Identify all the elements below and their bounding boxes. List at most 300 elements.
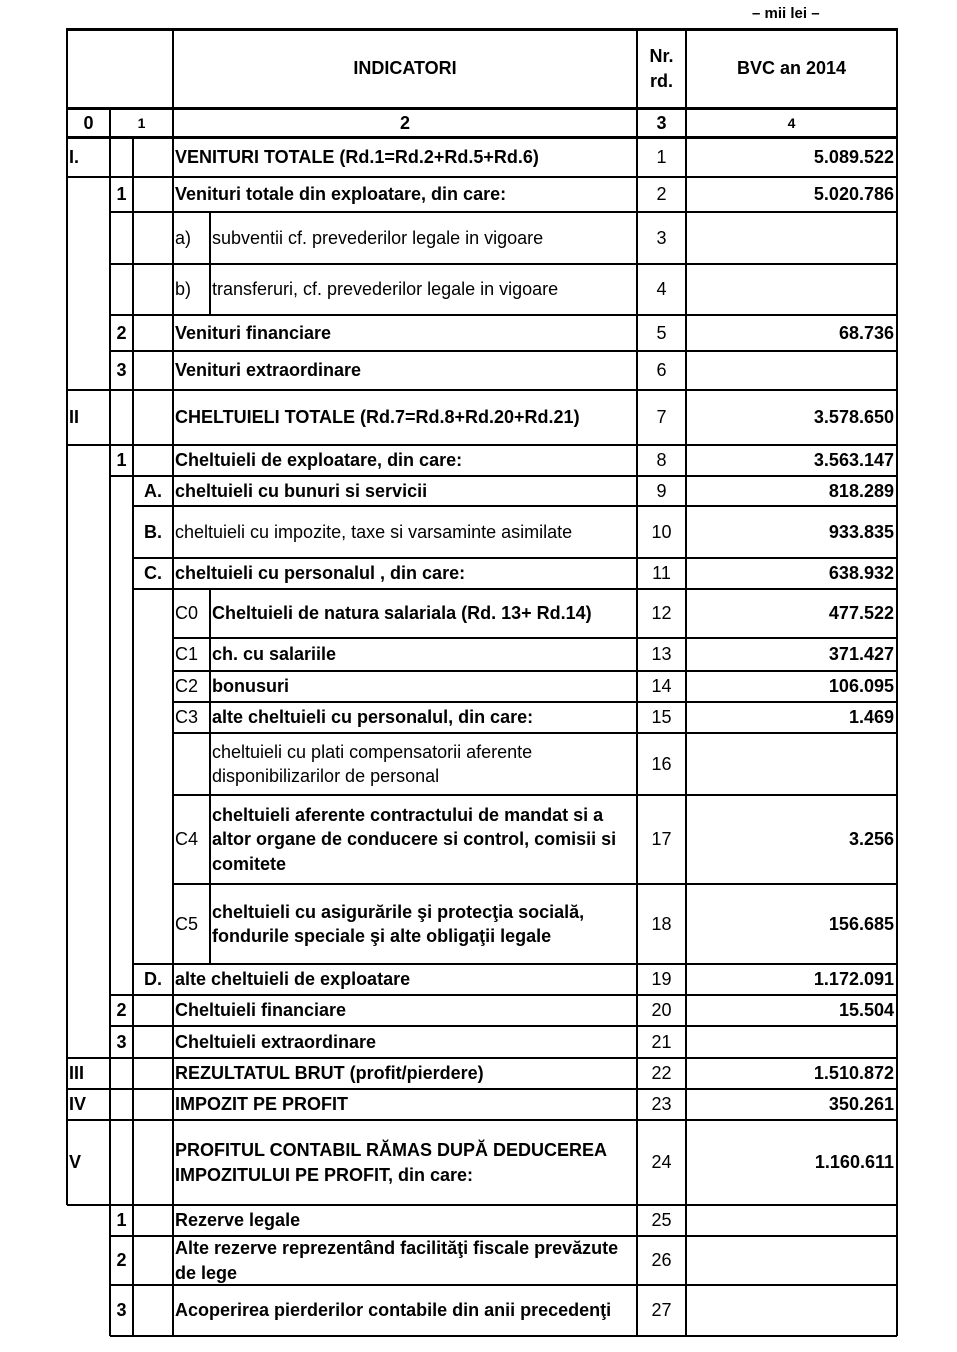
row-number: 12 xyxy=(651,603,672,624)
row-vertical-rule xyxy=(66,315,68,351)
row-indicator-text: PROFITUL CONTABIL RĂMAS DUPĂ DEDUCEREA IMPOZITULUI PE PROFIT, din care: xyxy=(175,1140,607,1185)
row-value: 3.563.147 xyxy=(813,450,894,471)
header-bottom-border xyxy=(67,107,897,110)
row-vertical-rule xyxy=(109,351,111,390)
row-vertical-rule xyxy=(685,995,687,1026)
row-indicator-text: transferuri, cf. prevederilor legale in vigoare xyxy=(212,279,559,300)
row-value: 106.095 xyxy=(828,676,894,697)
row-vertical-rule xyxy=(109,1026,111,1058)
row-value: 3.256 xyxy=(848,829,894,850)
row-vertical-rule xyxy=(109,702,111,733)
row-vertical-rule xyxy=(172,476,174,506)
row-value: 5.089.522 xyxy=(813,146,894,167)
header-row-number-line1: Nr. xyxy=(649,46,674,67)
column-number-1: 1 xyxy=(137,114,146,131)
row-vertical-rule xyxy=(132,1058,134,1089)
row-number: 1 xyxy=(656,146,667,167)
row-vertical-rule xyxy=(109,638,111,671)
row-indicator-text: Rezerve legale xyxy=(175,1210,301,1231)
row-number: 24 xyxy=(651,1152,672,1173)
row-indicator-text: VENITURI TOTALE (Rd.1=Rd.2+Rd.5+Rd.6) xyxy=(175,146,539,167)
row-number: 7 xyxy=(656,407,667,428)
row-vertical-rule xyxy=(109,177,111,212)
row-subsection-number: 3 xyxy=(116,360,127,381)
row-vertical-rule xyxy=(685,351,687,390)
row-vertical-rule xyxy=(132,589,134,638)
row-vertical-rule xyxy=(132,558,134,589)
row-vertical-rule xyxy=(66,702,68,733)
row-vertical-rule xyxy=(685,558,687,589)
row-vertical-rule xyxy=(172,1205,174,1236)
row-vertical-rule xyxy=(685,506,687,558)
row-number: 3 xyxy=(656,227,667,248)
row-value: 1.469 xyxy=(848,707,894,728)
row-vertical-rule xyxy=(685,212,687,264)
row-item-code: C0 xyxy=(175,603,199,624)
row-vertical-rule xyxy=(66,264,68,315)
row-vertical-rule xyxy=(172,702,174,733)
row-vertical-rule xyxy=(209,702,211,733)
row-vertical-rule xyxy=(636,1089,638,1120)
row-vertical-rule xyxy=(685,137,687,177)
row-vertical-rule xyxy=(132,212,134,264)
row-number: 16 xyxy=(651,753,672,774)
row-vertical-rule xyxy=(896,558,898,589)
row-vertical-rule xyxy=(172,177,174,212)
row-subsection-letter: B. xyxy=(144,521,162,542)
row-section-number: III xyxy=(69,1063,85,1084)
row-vertical-rule xyxy=(896,733,898,795)
row-subsection-letter: D. xyxy=(144,969,162,990)
row-vertical-rule xyxy=(172,589,174,638)
row-vertical-rule xyxy=(636,137,638,177)
row-vertical-rule xyxy=(636,177,638,212)
row-vertical-rule xyxy=(66,884,68,964)
row-item-code: C1 xyxy=(175,644,199,665)
row-value: 638.932 xyxy=(828,563,894,584)
row-vertical-rule xyxy=(66,964,68,995)
row-number: 20 xyxy=(651,1000,672,1021)
row-item-code: C2 xyxy=(175,676,199,697)
row-vertical-rule xyxy=(209,638,211,671)
row-vertical-rule xyxy=(896,212,898,264)
row-vertical-rule xyxy=(132,671,134,702)
row-vertical-rule xyxy=(685,795,687,884)
row-number: 5 xyxy=(656,322,667,343)
row-vertical-rule xyxy=(66,390,68,445)
row-vertical-rule xyxy=(896,795,898,884)
row-vertical-rule xyxy=(172,964,174,995)
row-number: 19 xyxy=(651,969,672,990)
row-vertical-rule xyxy=(685,638,687,671)
row-vertical-rule xyxy=(636,671,638,702)
row-section-number: IV xyxy=(69,1094,87,1115)
row-vertical-rule xyxy=(132,351,134,390)
row-indicator-text: subventii cf. prevederilor legale in vigoare xyxy=(212,227,544,248)
row-vertical-rule xyxy=(685,884,687,964)
row-vertical-rule xyxy=(636,884,638,964)
row-number: 22 xyxy=(651,1063,672,1084)
row-vertical-rule xyxy=(132,390,134,445)
row-vertical-rule xyxy=(685,476,687,506)
row-vertical-rule xyxy=(209,589,211,638)
row-vertical-rule xyxy=(172,795,174,884)
row-vertical-rule xyxy=(109,212,111,264)
row-value: 1.172.091 xyxy=(813,969,894,990)
row-vertical-rule xyxy=(685,1120,687,1205)
column-number-0: 0 xyxy=(83,112,94,133)
row-value: 350.261 xyxy=(828,1094,894,1115)
row-vertical-rule xyxy=(685,671,687,702)
row-item-code: a) xyxy=(175,227,192,248)
row-indicator-text: CHELTUIELI TOTALE (Rd.7=Rd.8+Rd.20+Rd.21) xyxy=(175,407,580,428)
row-number: 9 xyxy=(656,480,667,501)
row-vertical-rule xyxy=(132,177,134,212)
header-vertical-rule xyxy=(66,28,68,109)
row-indicator-text: cheltuieli cu asigurările şi protecţia socială, fondurile speciale şi alte obligaţii legale xyxy=(212,901,585,946)
row-value: 1.160.611 xyxy=(814,1152,894,1173)
column-number-vertical-rule xyxy=(172,109,174,137)
row-value: 933.835 xyxy=(828,521,894,542)
row-indicator-text: Cheltuieli de exploatare, din care: xyxy=(175,450,463,471)
column-number-4: 4 xyxy=(787,114,796,131)
row-vertical-rule xyxy=(109,445,111,476)
row-number: 14 xyxy=(651,676,672,697)
row-number: 27 xyxy=(651,1300,672,1321)
row-subsection-number: 1 xyxy=(116,450,127,471)
row-vertical-rule xyxy=(896,702,898,733)
row-vertical-rule xyxy=(132,445,134,476)
row-indicator-text: cheltuieli cu plati compensatorii aferente disponibilizarilor de personal xyxy=(212,741,533,786)
row-vertical-rule xyxy=(109,1058,111,1089)
row-bottom-border xyxy=(110,1335,897,1337)
row-vertical-rule xyxy=(132,1236,134,1285)
row-vertical-rule xyxy=(109,995,111,1026)
row-vertical-rule xyxy=(896,137,898,177)
row-vertical-rule xyxy=(172,137,174,177)
row-vertical-rule xyxy=(66,1026,68,1058)
row-vertical-rule xyxy=(685,1058,687,1089)
row-vertical-rule xyxy=(132,1120,134,1205)
row-vertical-rule xyxy=(66,1058,68,1089)
row-vertical-rule xyxy=(172,390,174,445)
row-indicator-text: alte cheltuieli de exploatare xyxy=(175,969,411,990)
header-row-number xyxy=(637,28,686,109)
row-vertical-rule xyxy=(636,1058,638,1089)
row-vertical-rule xyxy=(66,671,68,702)
row-vertical-rule xyxy=(66,733,68,795)
row-vertical-rule xyxy=(636,995,638,1026)
row-vertical-rule xyxy=(896,390,898,445)
row-vertical-rule xyxy=(209,264,211,315)
row-vertical-rule xyxy=(172,315,174,351)
row-vertical-rule xyxy=(896,964,898,995)
row-vertical-rule xyxy=(172,671,174,702)
row-number: 2 xyxy=(656,184,667,205)
row-vertical-rule xyxy=(685,1236,687,1285)
row-vertical-rule xyxy=(109,1120,111,1205)
row-number: 10 xyxy=(651,521,672,542)
row-vertical-rule xyxy=(896,1236,898,1285)
row-vertical-rule xyxy=(109,1285,111,1336)
row-vertical-rule xyxy=(172,1058,174,1089)
row-vertical-rule xyxy=(66,995,68,1026)
row-vertical-rule xyxy=(172,1089,174,1120)
row-vertical-rule xyxy=(636,315,638,351)
column-number-3: 3 xyxy=(656,112,667,133)
row-vertical-rule xyxy=(685,702,687,733)
header-budget: BVC an 2014 xyxy=(736,58,847,79)
row-vertical-rule xyxy=(109,671,111,702)
row-indicator-text: bonusuri xyxy=(212,676,289,697)
row-vertical-rule xyxy=(66,589,68,638)
row-indicator-text: cheltuieli cu bunuri si servicii xyxy=(175,480,428,501)
row-vertical-rule xyxy=(132,1205,134,1236)
row-vertical-rule xyxy=(66,212,68,264)
row-vertical-rule xyxy=(896,264,898,315)
row-vertical-rule xyxy=(109,884,111,964)
column-number-vertical-rule xyxy=(66,109,68,137)
row-vertical-rule xyxy=(636,212,638,264)
row-vertical-rule xyxy=(896,1089,898,1120)
row-subsection-number: 2 xyxy=(116,322,127,343)
row-indicator-text: Venituri financiare xyxy=(175,322,332,343)
row-number: 6 xyxy=(656,360,667,381)
row-number: 25 xyxy=(651,1210,672,1231)
row-vertical-rule xyxy=(172,1285,174,1336)
row-vertical-rule xyxy=(172,212,174,264)
row-vertical-rule xyxy=(109,315,111,351)
row-vertical-rule xyxy=(172,506,174,558)
row-vertical-rule xyxy=(685,315,687,351)
row-vertical-rule xyxy=(172,351,174,390)
row-subsection-number: 3 xyxy=(116,1300,127,1321)
header-indicator: INDICATORI xyxy=(353,58,457,79)
row-vertical-rule xyxy=(685,1089,687,1120)
row-indicator-text: Venituri totale din exploatare, din care: xyxy=(175,184,507,205)
row-vertical-rule xyxy=(109,264,111,315)
row-vertical-rule xyxy=(132,137,134,177)
row-vertical-rule xyxy=(896,589,898,638)
row-indicator-text: alte cheltuieli cu personalul, din care: xyxy=(212,707,534,728)
row-vertical-rule xyxy=(685,177,687,212)
row-vertical-rule xyxy=(172,638,174,671)
row-vertical-rule xyxy=(132,315,134,351)
row-number: 17 xyxy=(651,829,672,850)
row-vertical-rule xyxy=(109,733,111,795)
row-indicator-text: Acoperirea pierderilor contabile din anii precedenţi xyxy=(175,1300,612,1321)
row-vertical-rule xyxy=(685,964,687,995)
row-item-code: C4 xyxy=(175,829,199,850)
row-vertical-rule xyxy=(685,264,687,315)
row-vertical-rule xyxy=(636,638,638,671)
row-number: 26 xyxy=(651,1250,672,1271)
row-subsection-letter: A. xyxy=(144,480,162,501)
row-vertical-rule xyxy=(636,795,638,884)
row-vertical-rule xyxy=(66,638,68,671)
row-vertical-rule xyxy=(66,137,68,177)
row-vertical-rule xyxy=(172,558,174,589)
row-vertical-rule xyxy=(896,1058,898,1089)
row-vertical-rule xyxy=(172,995,174,1026)
row-number: 18 xyxy=(651,913,672,934)
row-vertical-rule xyxy=(172,445,174,476)
column-number-vertical-rule xyxy=(636,109,638,137)
row-value: 3.578.650 xyxy=(813,407,894,428)
row-vertical-rule xyxy=(132,1285,134,1336)
row-indicator-text: ch. cu salariile xyxy=(212,644,337,665)
row-vertical-rule xyxy=(896,671,898,702)
row-value: 156.685 xyxy=(828,913,894,934)
row-indicator-text: Cheltuieli extraordinare xyxy=(175,1031,377,1052)
row-subsection-letter: C. xyxy=(144,563,162,584)
row-vertical-rule xyxy=(685,390,687,445)
row-vertical-rule xyxy=(132,638,134,671)
row-vertical-rule xyxy=(896,315,898,351)
row-vertical-rule xyxy=(66,1089,68,1120)
row-vertical-rule xyxy=(636,964,638,995)
row-vertical-rule xyxy=(109,1089,111,1120)
row-number: 8 xyxy=(656,450,667,471)
row-vertical-rule xyxy=(896,1026,898,1058)
row-vertical-rule xyxy=(132,795,134,884)
row-item-code: C3 xyxy=(175,707,199,728)
row-vertical-rule xyxy=(896,638,898,671)
row-vertical-rule xyxy=(896,995,898,1026)
row-number: 4 xyxy=(656,279,667,300)
unit-label: – mii lei – xyxy=(752,5,820,22)
row-vertical-rule xyxy=(636,702,638,733)
row-vertical-rule xyxy=(172,1236,174,1285)
row-item-code: C5 xyxy=(175,913,199,934)
row-indicator-text: Cheltuieli de natura salariala (Rd. 13+ Rd.14) xyxy=(212,603,592,624)
row-vertical-rule xyxy=(66,558,68,589)
row-vertical-rule xyxy=(636,264,638,315)
row-vertical-rule xyxy=(685,589,687,638)
row-indicator-text: cheltuieli cu personalul , din care: xyxy=(175,563,466,584)
row-value: 477.522 xyxy=(828,603,894,624)
row-vertical-rule xyxy=(66,476,68,506)
row-number: 21 xyxy=(651,1031,672,1052)
row-number: 23 xyxy=(651,1094,672,1115)
row-vertical-rule xyxy=(66,1120,68,1205)
row-vertical-rule xyxy=(109,137,111,177)
row-vertical-rule xyxy=(109,964,111,995)
row-vertical-rule xyxy=(132,995,134,1026)
row-subsection-number: 1 xyxy=(116,1210,127,1231)
row-vertical-rule xyxy=(132,476,134,506)
row-vertical-rule xyxy=(66,445,68,476)
row-vertical-rule xyxy=(66,351,68,390)
row-vertical-rule xyxy=(172,1026,174,1058)
row-vertical-rule xyxy=(636,1120,638,1205)
row-vertical-rule xyxy=(132,1026,134,1058)
row-value: 371.427 xyxy=(828,644,894,665)
row-vertical-rule xyxy=(685,445,687,476)
row-vertical-rule xyxy=(209,884,211,964)
row-vertical-rule xyxy=(66,795,68,884)
row-vertical-rule xyxy=(66,506,68,558)
row-item-code: b) xyxy=(175,279,192,300)
row-indicator-text: Cheltuieli financiare xyxy=(175,1000,347,1021)
row-vertical-rule xyxy=(209,795,211,884)
row-vertical-rule xyxy=(172,733,174,795)
row-section-number: II xyxy=(69,407,80,428)
row-vertical-rule xyxy=(132,1089,134,1120)
column-number-vertical-rule xyxy=(896,109,898,137)
row-subsection-number: 3 xyxy=(116,1031,127,1052)
row-indicator-text: REZULTATUL BRUT (profit/pierdere) xyxy=(175,1063,484,1084)
row-vertical-rule xyxy=(636,390,638,445)
row-vertical-rule xyxy=(132,264,134,315)
row-indicator-text: Venituri extraordinare xyxy=(175,360,362,381)
row-value: 15.504 xyxy=(838,1000,894,1021)
row-vertical-rule xyxy=(896,476,898,506)
row-vertical-rule xyxy=(636,1026,638,1058)
header-vertical-rule xyxy=(172,28,174,109)
row-vertical-rule xyxy=(109,795,111,884)
row-section-number: I. xyxy=(69,146,80,167)
row-vertical-rule xyxy=(132,506,134,558)
row-vertical-rule xyxy=(636,1285,638,1336)
row-indicator-text: cheltuieli cu impozite, taxe si varsaminte asimilate xyxy=(175,521,573,542)
row-vertical-rule xyxy=(685,1285,687,1336)
row-value: 5.020.786 xyxy=(813,184,894,205)
column-number-2: 2 xyxy=(399,112,410,133)
column-number-vertical-rule xyxy=(685,109,687,137)
header-row-number-line2: rd. xyxy=(649,70,673,91)
table-top-border xyxy=(67,28,897,31)
row-number: 13 xyxy=(651,644,672,665)
row-vertical-rule xyxy=(896,884,898,964)
row-vertical-rule xyxy=(109,1236,111,1285)
row-vertical-rule xyxy=(209,212,211,264)
row-vertical-rule xyxy=(636,589,638,638)
row-vertical-rule xyxy=(685,733,687,795)
row-vertical-rule xyxy=(636,351,638,390)
row-vertical-rule xyxy=(172,264,174,315)
row-subsection-number: 2 xyxy=(116,1250,127,1271)
row-vertical-rule xyxy=(896,445,898,476)
row-vertical-rule xyxy=(172,884,174,964)
row-vertical-rule xyxy=(132,884,134,964)
row-vertical-rule xyxy=(636,733,638,795)
row-indicator-text: IMPOZIT PE PROFIT xyxy=(175,1094,349,1115)
row-vertical-rule xyxy=(636,506,638,558)
row-vertical-rule xyxy=(896,351,898,390)
row-subsection-number: 1 xyxy=(116,184,127,205)
row-indicator-text: Alte rezerve reprezentând facilităţi fiscale prevăzute de lege xyxy=(175,1238,619,1283)
row-vertical-rule xyxy=(109,476,111,506)
row-vertical-rule xyxy=(109,390,111,445)
row-value: 68.736 xyxy=(838,322,894,343)
row-vertical-rule xyxy=(636,1205,638,1236)
row-vertical-rule xyxy=(896,506,898,558)
row-vertical-rule xyxy=(685,1205,687,1236)
row-vertical-rule xyxy=(896,177,898,212)
header-vertical-rule xyxy=(636,28,638,109)
row-vertical-rule xyxy=(109,589,111,638)
row-vertical-rule xyxy=(109,558,111,589)
row-vertical-rule xyxy=(896,1205,898,1236)
header-vertical-rule xyxy=(685,28,687,109)
row-number: 15 xyxy=(651,707,672,728)
row-number: 11 xyxy=(652,563,671,584)
row-vertical-rule xyxy=(66,177,68,212)
row-vertical-rule xyxy=(896,1120,898,1205)
row-vertical-rule xyxy=(209,733,211,795)
column-number-vertical-rule xyxy=(109,109,111,137)
